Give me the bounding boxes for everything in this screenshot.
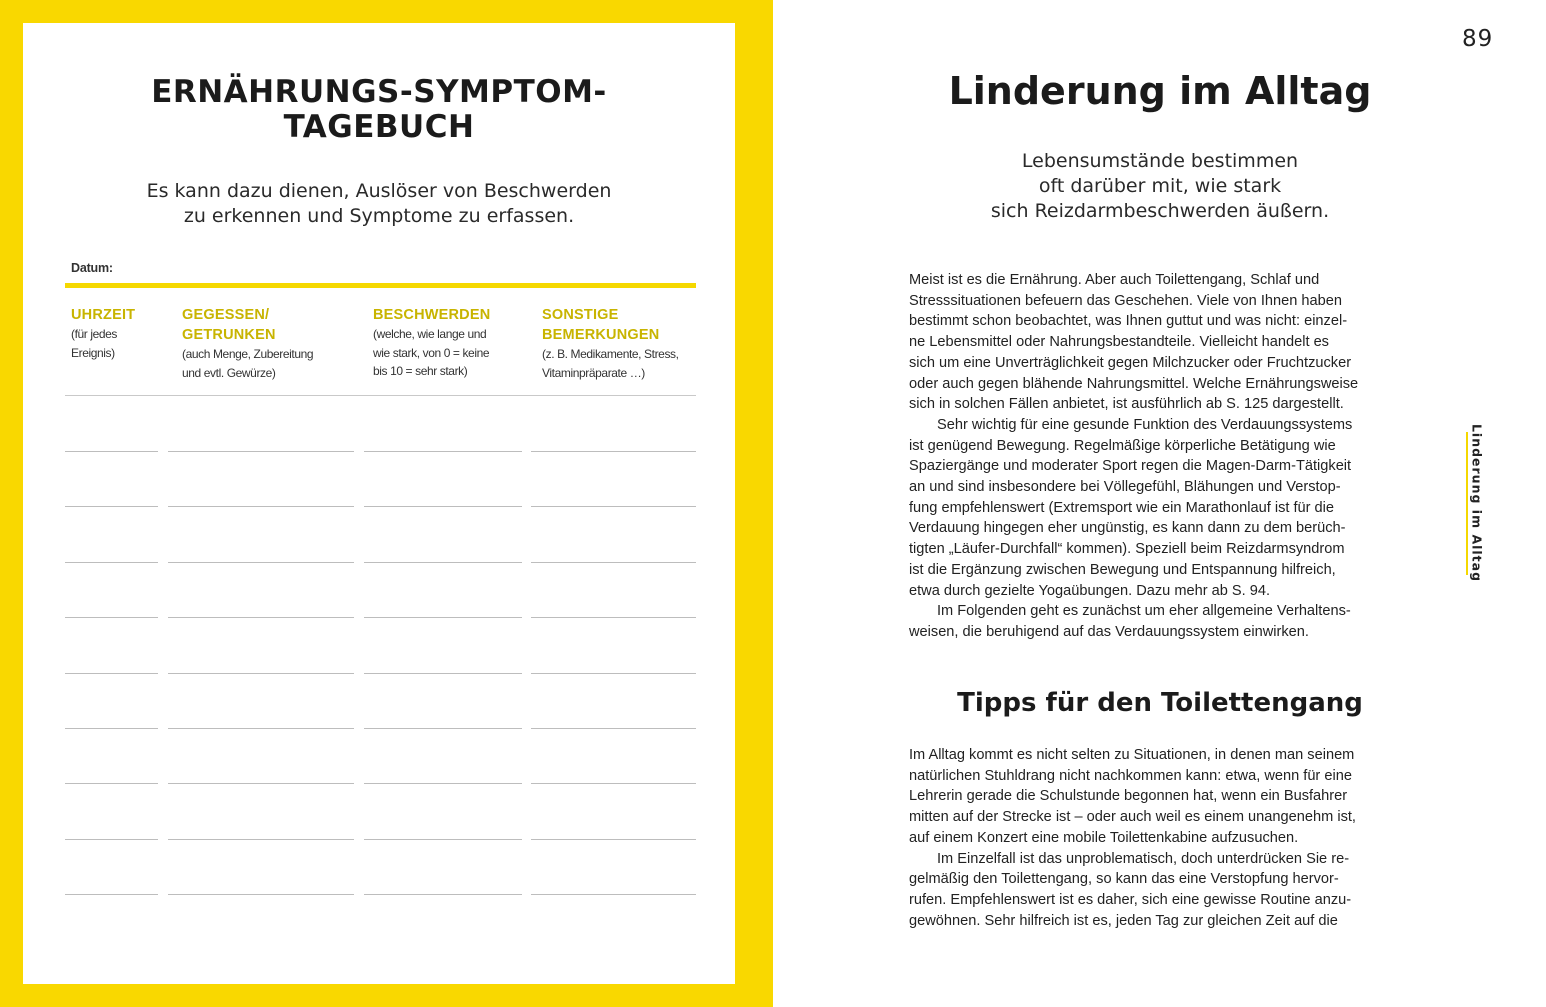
diary-intro — [23, 179, 735, 229]
column-heading-line: GETRUNKEN — [182, 327, 276, 343]
column-note — [71, 325, 135, 362]
diary-intro-line: zu erkennen und Symptome zu erfassen. — [183, 205, 575, 227]
column-note-line: Ereignis) — [71, 345, 115, 360]
column-note-line: bis 10 = sehr stark) — [373, 364, 468, 378]
diary-row-line — [531, 783, 696, 784]
column-heading-line: SONSTIGE — [542, 307, 619, 323]
diary-row-line — [531, 894, 696, 895]
body-line: gewöhnen. Sehr hilfreich ist es, jeden Tag zur gleichen Zeit auf die — [909, 912, 1338, 929]
column-note-line: (welche, wie lange und — [373, 327, 487, 341]
column-sonstige — [542, 305, 679, 382]
diary-row-line — [168, 451, 354, 452]
body-line: rufen. Empfehlenswert ist es daher, sich eine gewisse Routine anzu- — [909, 891, 1352, 908]
diary-row-line — [364, 728, 522, 729]
column-note-line: (z. B. Medikamente, Stress, — [542, 347, 679, 361]
diary-row-line — [531, 506, 696, 507]
section-title: Tipps für den Toilettengang — [957, 688, 1363, 718]
diary-row-line — [168, 839, 354, 840]
diary-row-line — [531, 728, 696, 729]
column-heading-line: BEMERKUNGEN — [542, 327, 660, 343]
diary-row-line — [168, 894, 354, 895]
body-line: etwa durch gezielte Yogaübungen. Dazu mehr ab S. 94. — [909, 582, 1271, 599]
body-line: ist genügend Bewegung. Regelmäßige körperliche Betätigung wie — [909, 437, 1336, 454]
diary-row-line — [168, 562, 354, 563]
chapter-title: Linderung im Alltag — [948, 69, 1372, 113]
column-heading — [542, 305, 679, 345]
column-heading — [373, 305, 490, 325]
body-line: Im Alltag kommt es nicht selten zu Situationen, in denen man seinem — [909, 747, 1355, 763]
diary-title — [23, 75, 735, 145]
body-line: bestimmt schon beobachtet, was Ihnen guttut und was nicht: einzel- — [909, 313, 1348, 330]
diary-row-line — [65, 451, 158, 452]
body-line: Verdauung hingegen eher ungünstig, es kann dann zu dem berüch- — [909, 520, 1346, 537]
body-line: oder auch gegen blähende Nahrungsmittel. Welche Ernährungsweise — [909, 375, 1359, 392]
body-line: Im Folgenden geht es zunächst um eher allgemeine Verhaltens- — [937, 603, 1351, 620]
body-paragraphs — [909, 270, 1414, 643]
column-heading — [182, 305, 313, 345]
diary-row-line — [531, 562, 696, 563]
column-note — [182, 345, 313, 382]
diary-row-line — [364, 506, 522, 507]
diary-title-line: TAGEBUCH — [283, 109, 475, 145]
diary-row-line — [364, 783, 522, 784]
diary-row-line — [65, 506, 158, 507]
diary-row-line — [65, 783, 158, 784]
body-line: mitten auf der Strecke ist – oder auch weil es einem unangenehm ist, — [909, 809, 1356, 826]
column-note-line: (für jedes — [71, 327, 118, 341]
yellow-divider — [65, 283, 696, 288]
body-line: ist die Ergänzung zwischen Bewegung und Entspannung hilfreich, — [909, 561, 1336, 578]
diary-row-line — [65, 728, 158, 729]
body-line: fung empfehlenswert (Extremsport wie ein Marathonlauf ist für die — [909, 499, 1335, 516]
column-note — [542, 345, 679, 382]
column-heading-line: GEGESSEN/ — [182, 307, 270, 323]
chapter-intro — [890, 149, 1430, 224]
diary-card — [23, 23, 735, 984]
body-line: Im Einzelfall ist das unproblematisch, doch unterdrücken Sie re- — [937, 850, 1350, 867]
body-line: sich um eine Unverträglichkeit gegen Milchzucker oder Fruchtzucker — [909, 354, 1352, 371]
diary-row-line — [531, 451, 696, 452]
body-line: an und sind insbesondere bei Völlegefühl, Blähungen und Verstop- — [909, 479, 1341, 496]
date-label: Datum: — [71, 261, 113, 275]
diary-row-line — [65, 839, 158, 840]
diary-row-line — [364, 839, 522, 840]
column-beschwerden — [373, 305, 490, 381]
column-note-line: wie stark, von 0 = keine — [373, 345, 490, 360]
diary-row-line — [168, 506, 354, 507]
column-note-line: und evtl. Gewürze) — [182, 365, 276, 380]
chapter-side-tab-label: Linderung im Alltag — [1469, 423, 1485, 583]
diary-row-line — [364, 673, 522, 674]
body-line: Sehr wichtig für eine gesunde Funktion des Verdauungssystems — [937, 416, 1353, 433]
diary-row-line — [168, 617, 354, 618]
diary-row-line — [364, 894, 522, 895]
diary-row-line — [531, 839, 696, 840]
body-line: Lehrerin gerade die Schulstunde begonnen hat, wenn ein Busfahrer — [909, 788, 1348, 805]
body-line: tigten „Läufer-Durchfall“ kommen). Speziell beim Reizdarmsyndrom — [909, 541, 1345, 558]
diary-row-line — [168, 783, 354, 784]
header-divider — [65, 395, 696, 396]
chapter-intro-line: Lebensumstände bestimmen — [1021, 150, 1299, 172]
page-number: 89 — [1462, 26, 1494, 52]
body-line: auf einem Konzert eine mobile Toilettenkabine aufzusuchen. — [909, 829, 1299, 846]
diary-row-line — [168, 673, 354, 674]
section-paragraphs — [909, 745, 1414, 931]
diary-row-line — [168, 728, 354, 729]
column-note-line: (auch Menge, Zubereitung — [182, 347, 314, 361]
body-line: Meist ist es die Ernährung. Aber auch Toilettengang, Schlaf und — [909, 272, 1320, 288]
diary-row-line — [364, 451, 522, 452]
column-heading-line: UHRZEIT — [71, 307, 136, 323]
diary-row-line — [364, 617, 522, 618]
diary-title-line: ERNÄHRUNGS-SYMPTOM- — [151, 74, 607, 110]
column-note-line: Vitaminpräparate …) — [542, 365, 645, 380]
diary-row-line — [65, 617, 158, 618]
column-note — [373, 325, 490, 381]
diary-row-line — [531, 673, 696, 674]
column-gegessen — [182, 305, 313, 382]
body-line: weisen, die beruhigend auf das Verdauungssystem einwirken. — [909, 623, 1309, 640]
body-line: Spaziergänge und moderater Sport regen die Magen-Darm-Tätigkeit — [909, 458, 1352, 475]
column-uhrzeit — [71, 305, 135, 362]
diary-intro-line: Es kann dazu dienen, Auslöser von Beschwerden — [146, 180, 612, 202]
body-line: ne Lebensmittel oder Nahrungsbestandteile. Vielleicht handelt es — [909, 334, 1329, 351]
body-line: Stresssituationen befeuern das Geschehen. Viele von Ihnen haben — [909, 292, 1342, 309]
diary-row-line — [65, 673, 158, 674]
diary-row-line — [65, 894, 158, 895]
body-line: natürlichen Stuhldrang nicht nachkommen kann: etwa, wenn für eine — [909, 767, 1352, 784]
body-line: sich in solchen Fällen anbietet, ist ausführlich ab S. 125 dargestellt. — [909, 396, 1344, 413]
diary-row-line — [65, 562, 158, 563]
chapter-intro-line: sich Reizdarmbeschwerden äußern. — [990, 200, 1330, 222]
column-heading — [71, 305, 135, 325]
chapter-intro-line: oft darüber mit, wie stark — [1038, 175, 1282, 197]
body-line: gelmäßig den Toilettengang, so kann das eine Verstopfung hervor- — [909, 871, 1339, 888]
diary-row-line — [364, 562, 522, 563]
diary-row-line — [531, 617, 696, 618]
column-heading-line: BESCHWERDEN — [373, 307, 491, 323]
